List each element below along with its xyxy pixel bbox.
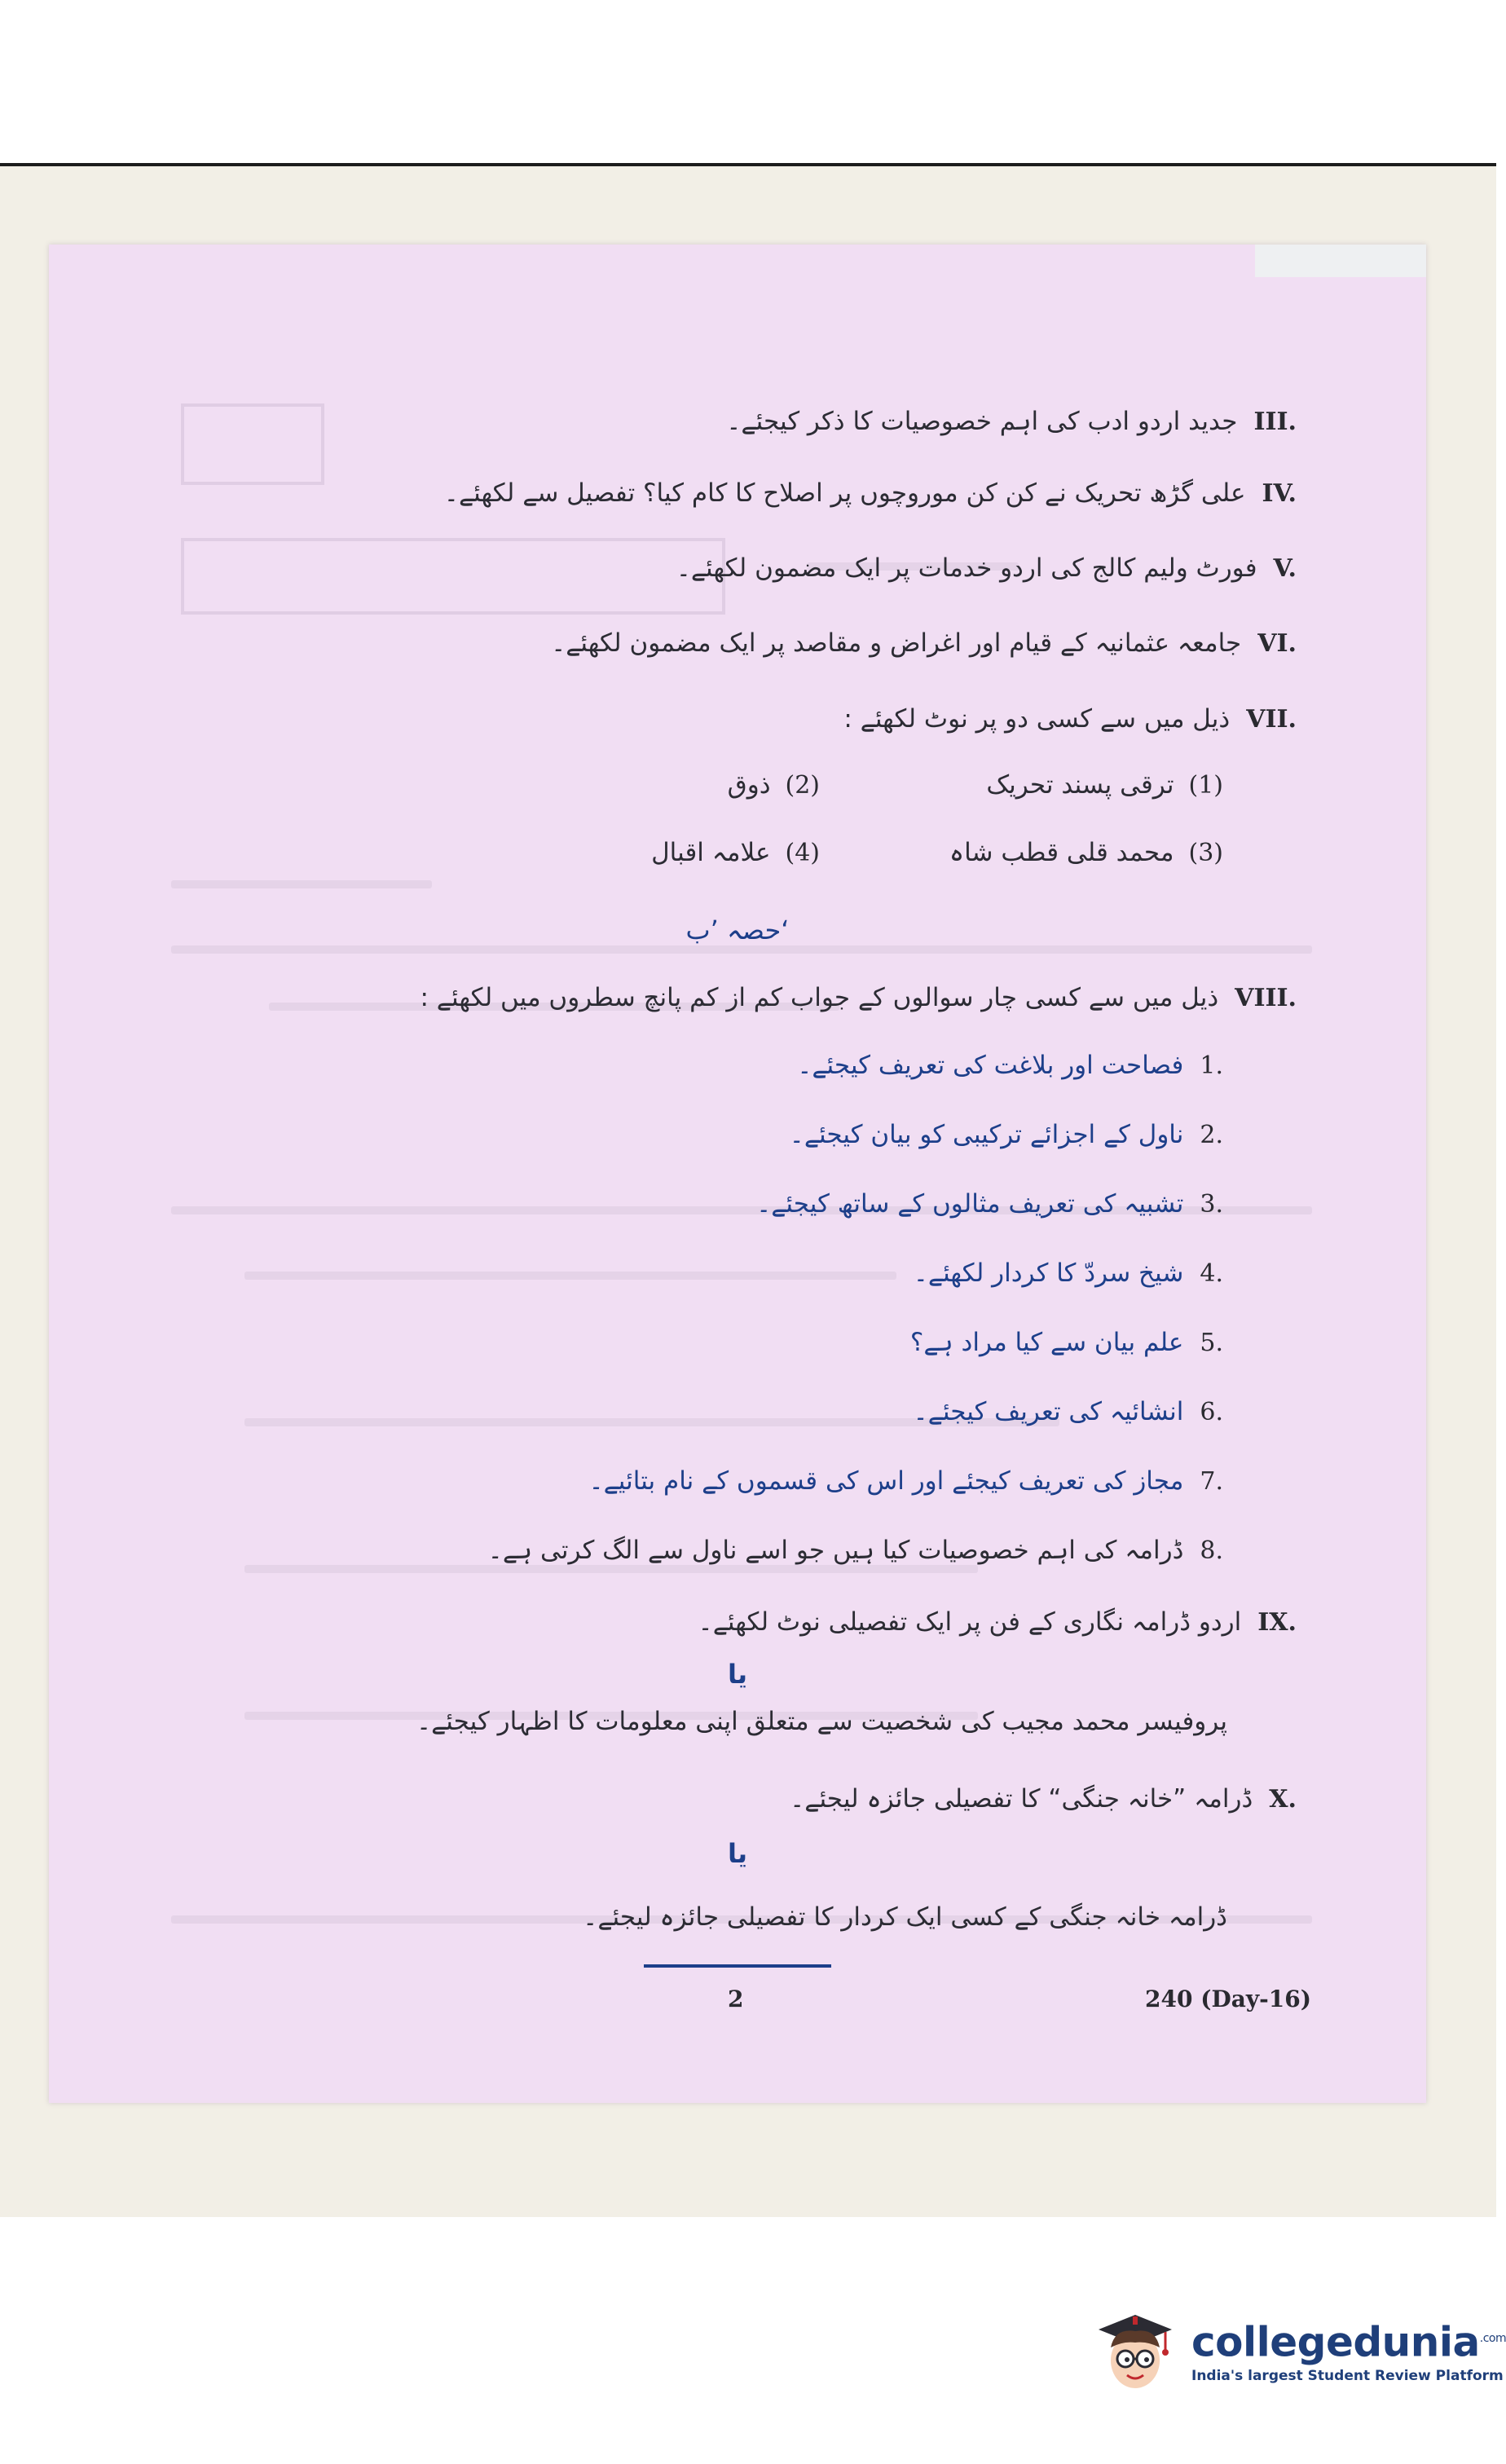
or-label: یا xyxy=(727,1659,748,1690)
option-number: (4) xyxy=(785,839,820,867)
question-number: X. xyxy=(1269,1785,1297,1814)
question-text: اردو ڈرامہ نگاری کے فن پر ایک تفصیلی نوٹ لکھئے۔ xyxy=(698,1607,1242,1637)
scan-top-edge xyxy=(0,163,1496,166)
question-9 xyxy=(698,1604,1297,1641)
q8-item-6 xyxy=(914,1394,1223,1430)
question-4 xyxy=(444,475,1297,512)
q7-option-1 xyxy=(986,770,1223,800)
option-number: (1) xyxy=(1188,771,1223,800)
q7-option-3 xyxy=(949,838,1223,867)
question-7 xyxy=(843,701,1297,738)
question-number: IX. xyxy=(1257,1608,1297,1637)
brand-domain: .com xyxy=(1479,2331,1506,2345)
section-b-heading: حصہ ’ب‘ xyxy=(685,915,790,945)
exam-sheet xyxy=(49,245,1426,2103)
logo-text xyxy=(1191,2316,1506,2385)
question-number: III. xyxy=(1253,408,1297,436)
question-text: ذیل میں سے کسی چار سوالوں کے جواب کم از کم پانچ سطروں میں لکھئے : xyxy=(420,983,1219,1012)
ghost-line xyxy=(244,1272,896,1280)
item-number: 7. xyxy=(1200,1467,1223,1496)
option-number: (2) xyxy=(785,771,820,800)
item-text: ناول کے اجزائے ترکیبی کو بیان کیجئے۔ xyxy=(789,1120,1184,1149)
q8-item-5 xyxy=(910,1325,1223,1361)
option-text: ذوق xyxy=(727,770,771,800)
ghost-line xyxy=(171,880,432,888)
item-text: تشبیہ کی تعریف مثالوں کے ساتھ کیجئے۔ xyxy=(756,1189,1184,1219)
question-number: V. xyxy=(1273,554,1297,583)
q7-option-2 xyxy=(728,770,820,800)
question-text: جدید اردو ادب کی اہم خصوصیات کا ذکر کیجئے۔ xyxy=(726,407,1238,436)
footer-rule xyxy=(644,1964,831,1968)
question-text: ڈرامہ خانہ جنگی کے کسی ایک کردار کا تفصیلی جائزہ لیجئے۔ xyxy=(583,1902,1227,1932)
question-number: VIII. xyxy=(1235,984,1297,1012)
paper-code: 240 (Day-16) xyxy=(1145,1986,1311,2012)
or-label: یا xyxy=(727,1838,748,1869)
item-number: 1. xyxy=(1200,1051,1223,1080)
item-text: انشائیہ کی تعریف کیجئے۔ xyxy=(913,1397,1184,1426)
item-number: 2. xyxy=(1200,1121,1223,1149)
q8-item-8 xyxy=(488,1532,1223,1569)
option-number: (3) xyxy=(1188,839,1223,867)
question-8 xyxy=(421,980,1297,1016)
page-number: 2 xyxy=(728,1986,744,2012)
ghost-box-rollno xyxy=(181,538,725,615)
item-number: 4. xyxy=(1200,1259,1223,1288)
sheet-corner xyxy=(1255,245,1426,277)
item-text: علم بیان سے کیا مراد ہے؟ xyxy=(909,1328,1184,1357)
q7-option-4 xyxy=(651,838,820,867)
question-10 xyxy=(790,1781,1297,1818)
item-text: فصاحت اور بلاغت کی تعریف کیجئے۔ xyxy=(797,1051,1184,1080)
q8-item-7 xyxy=(588,1463,1223,1500)
option-text: محمد قلی قطب شاہ xyxy=(949,838,1174,867)
item-number: 3. xyxy=(1200,1190,1223,1219)
brand-name xyxy=(1191,2316,1506,2365)
question-9-alternative xyxy=(416,1704,1227,1739)
q8-item-2 xyxy=(790,1117,1223,1153)
option-text: علامہ اقبال xyxy=(651,838,771,867)
q8-item-4 xyxy=(914,1255,1223,1292)
question-text: ڈرامہ ”خانہ جنگی“ کا تفصیلی جائزہ لیجئے۔ xyxy=(790,1784,1253,1814)
item-number: 6. xyxy=(1200,1398,1223,1426)
question-5 xyxy=(676,550,1297,587)
question-number: IV. xyxy=(1262,479,1297,508)
ghost-box-code xyxy=(181,403,324,485)
question-text: پروفیسر محمد مجیب کی شخصیت سے متعلق اپنی معلومات کا اظہار کیجئے۔ xyxy=(416,1707,1227,1736)
item-text: شیخ سردّ کا کردار لکھئے۔ xyxy=(913,1258,1184,1288)
q8-item-1 xyxy=(797,1047,1223,1084)
question-text: جامعہ عثمانیہ کے قیام اور اغراض و مقاصد پر ایک مضمون لکھئے۔ xyxy=(551,628,1242,658)
question-text: فورٹ ولیم کالج کی اردو خدمات پر ایک مضمون لکھئے۔ xyxy=(676,553,1257,583)
item-text: مجاز کی تعریف کیجئے اور اس کی قسموں کے نام بتائیے۔ xyxy=(588,1466,1184,1496)
question-text: ذیل میں سے کسی دو پر نوٹ لکھئے : xyxy=(843,704,1231,734)
question-6 xyxy=(551,625,1297,662)
item-text: ڈرامہ کی اہم خصوصیات کیا ہیں جو اسے ناول سے الگ کرتی ہے۔ xyxy=(487,1536,1184,1565)
ghost-line xyxy=(171,945,1312,954)
option-text: ترقی پسند تحریک xyxy=(986,770,1174,800)
question-number: VI. xyxy=(1257,629,1297,658)
collegedunia-logo xyxy=(1090,2305,1506,2395)
question-10-alternative xyxy=(583,1899,1227,1935)
question-3 xyxy=(726,403,1297,440)
q8-item-3 xyxy=(756,1186,1223,1223)
mascot-icon xyxy=(1090,2305,1180,2395)
brand-wordmark: collegedunia xyxy=(1191,2318,1480,2366)
question-number: VII. xyxy=(1246,705,1297,734)
item-number: 8. xyxy=(1200,1536,1223,1565)
item-number: 5. xyxy=(1200,1329,1223,1357)
brand-tagline: India's largest Student Review Platform xyxy=(1191,2368,1504,2385)
question-text: علی گڑھ تحریک نے کن کن موروچوں پر اصلاح کا کام کیا؟ تفصیل سے لکھئے۔ xyxy=(443,478,1246,508)
